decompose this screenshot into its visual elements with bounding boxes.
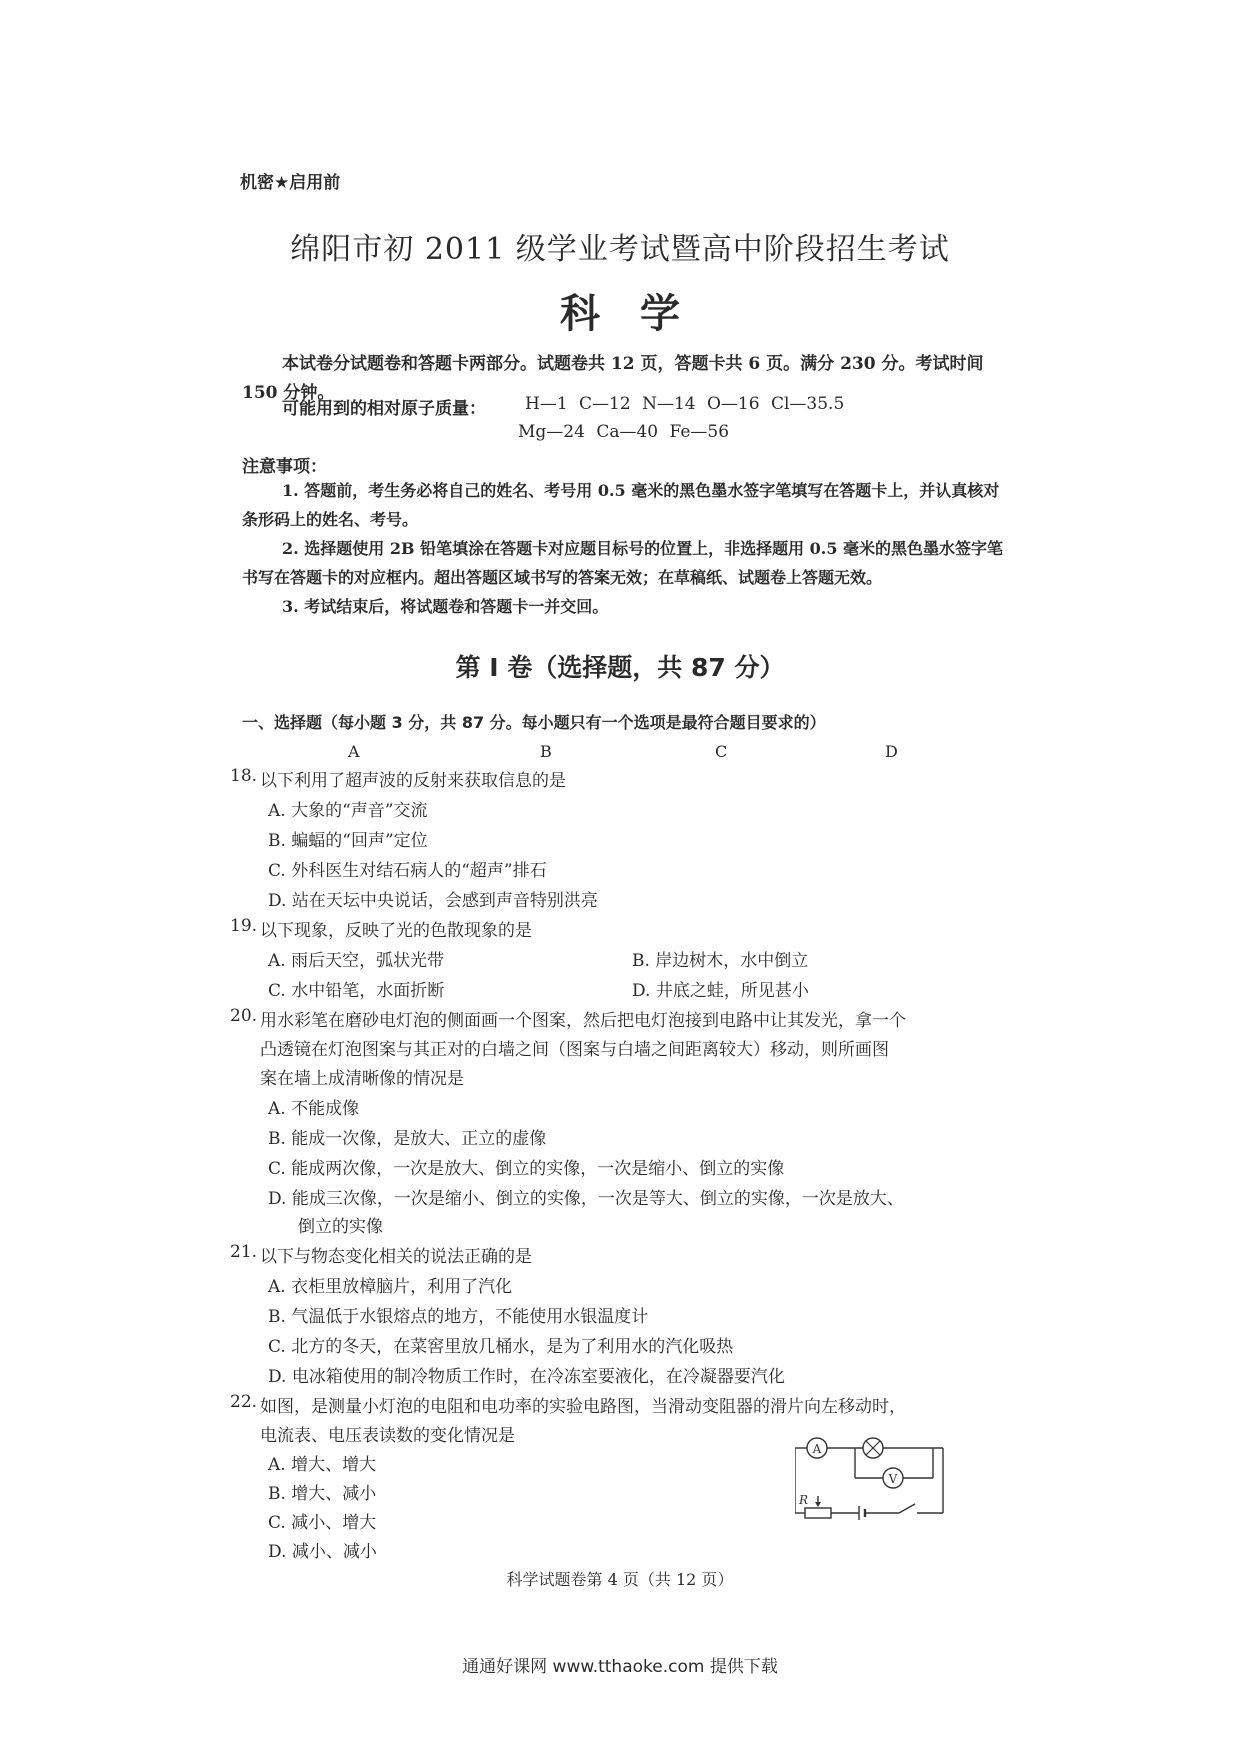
exam-title: 绵阳市初 2011 级学业考试暨高中阶段招生考试 bbox=[290, 232, 950, 267]
q18-number: 18. bbox=[230, 766, 258, 786]
q20-stem-line-3: 案在墙上成清晰像的情况是 bbox=[260, 1069, 464, 1089]
notice-item-3: 3. 考试结束后，将试题卷和答题卡一并交回。 bbox=[282, 597, 609, 616]
section-heading: 一、选择题（每小题 3 分，共 87 分。每小题只有一个选项是最符合题目要求的） bbox=[242, 713, 826, 732]
q22-stem-line-2: 电流表、电压表读数的变化情况是 bbox=[260, 1426, 515, 1446]
ammeter-icon bbox=[807, 1438, 827, 1458]
intro-text: 本试卷分试题卷和答题卡两部分。试题卷共 12 页，答题卡共 6 页。满分 230 分。考试时间 150 分钟。 bbox=[242, 354, 984, 403]
ammeter-label: A bbox=[812, 1442, 822, 1456]
q20-option-c: C. 能成两次像，一次是放大、倒立的实像，一次是缩小、倒立的实像 bbox=[268, 1159, 785, 1179]
q21-option-d: D. 电冰箱使用的制冷物质工作时，在冷冻室要液化，在冷凝器要汽化 bbox=[268, 1367, 785, 1387]
voltmeter-label: V bbox=[888, 1472, 898, 1486]
atomic-mass-line-1: H—1 C—12 N—14 O—16 Cl—35.5 bbox=[525, 394, 845, 414]
page-footer: 科学试题卷第 4 页（共 12 页） bbox=[506, 1570, 734, 1589]
q20-number: 20. bbox=[230, 1006, 258, 1026]
notice-item-1: 1. 答题前，考生务必将自己的姓名、考号用 0.5 毫米的黑色墨水签字笔填写在答题卡上，并认真核对条形码上的姓名、考号。 bbox=[242, 481, 1000, 529]
q21-option-c: C. 北方的冬天，在菜窖里放几桶水，是为了利用水的汽化吸热 bbox=[268, 1337, 734, 1357]
q20-option-d-cont: 倒立的实像 bbox=[298, 1217, 383, 1237]
voltmeter-icon bbox=[883, 1468, 903, 1488]
subject-char-2: 学 bbox=[640, 291, 680, 337]
image-label-d: D bbox=[885, 742, 898, 761]
image-label-b: B bbox=[540, 742, 552, 761]
subject-title bbox=[0, 282, 1240, 339]
image-label-c: C bbox=[715, 742, 728, 761]
q22-option-c: C. 减小、增大 bbox=[268, 1513, 377, 1533]
q21-option-a: A. 衣柜里放樟脑片，利用了汽化 bbox=[268, 1277, 513, 1297]
q22-number: 22. bbox=[230, 1392, 258, 1412]
q19-stem: 以下现象，反映了光的色散现象的是 bbox=[260, 921, 532, 941]
q19-number: 19. bbox=[230, 916, 258, 936]
notice-heading: 注意事项： bbox=[242, 457, 327, 477]
atomic-mass-label: 可能用到的相对原子质量： bbox=[282, 399, 486, 419]
q21-option-b: B. 气温低于水银熔点的地方，不能使用水银温度计 bbox=[268, 1307, 649, 1327]
q20-option-a: A. 不能成像 bbox=[268, 1099, 360, 1119]
q20-option-d: D. 能成三次像，一次是缩小、倒立的实像，一次是等大、倒立的实像，一次是放大、 bbox=[268, 1189, 904, 1209]
q18-stem: 以下利用了超声波的反射来获取信息的是 bbox=[260, 771, 566, 791]
lamp-icon bbox=[863, 1438, 883, 1458]
q19-option-d: D. 井底之蛙，所见甚小 bbox=[632, 981, 809, 1001]
q18-option-d: D. 站在天坛中央说话，会感到声音特别洪亮 bbox=[268, 891, 598, 911]
q20-stem-line-1: 用水彩笔在磨砂电灯泡的侧面画一个图案，然后把电灯泡接到电路中让其发光，拿一个 bbox=[260, 1011, 906, 1031]
rheostat-label: R bbox=[799, 1493, 809, 1507]
q22-option-a: A. 增大、增大 bbox=[268, 1455, 377, 1475]
notice-item-2: 2. 选择题使用 2B 铅笔填涂在答题卡对应题目标号的位置上，非选择题用 0.5 毫米的黑色墨水签字笔书写在答题卡的对应框内。超出答题区域书写的答案无效；在草稿纸、试题卷上答题无效。 bbox=[242, 539, 1004, 587]
q19-option-b: B. 岸边树木，水中倒立 bbox=[632, 951, 809, 971]
q20-stem-line-2: 凸透镜在灯泡图案与其正对的白墙之间（图案与白墙之间距离较大）移动，则所画图 bbox=[260, 1040, 889, 1060]
q22-stem-line-1: 如图，是测量小灯泡的电阻和电功率的实验电路图，当滑动变阻器的滑片向左移动时， bbox=[260, 1397, 906, 1417]
atomic-mass-line-2: Mg—24 Ca—40 Fe—56 bbox=[518, 422, 730, 442]
q19-option-c: C. 水中铅笔，水面折断 bbox=[268, 981, 445, 1001]
section-title: 第 I 卷（选择题，共 87 分） bbox=[455, 653, 785, 682]
q22-option-d: D. 减小、减小 bbox=[268, 1542, 377, 1562]
confidential-label: 机密★启用前 bbox=[240, 173, 341, 193]
q21-stem: 以下与物态变化相关的说法正确的是 bbox=[260, 1247, 532, 1267]
q20-option-b: B. 能成一次像，是放大、正立的虚像 bbox=[268, 1129, 547, 1149]
circuit-diagram bbox=[795, 1428, 955, 1528]
q19-option-a: A. 雨后天空，弧状光带 bbox=[268, 951, 445, 971]
q18-option-a: A. 大象的“声音”交流 bbox=[268, 801, 428, 821]
subject-char-1: 科 bbox=[560, 291, 600, 337]
download-notice: 通通好课网 www.tthaoke.com 提供下载 bbox=[462, 1657, 778, 1677]
q18-option-c: C. 外科医生对结石病人的“超声”排石 bbox=[268, 861, 547, 881]
image-label-a: A bbox=[348, 742, 360, 761]
q21-number: 21. bbox=[230, 1242, 258, 1262]
q18-option-b: B. 蝙蝠的“回声”定位 bbox=[268, 831, 428, 851]
q22-option-b: B. 增大、减小 bbox=[268, 1484, 377, 1504]
